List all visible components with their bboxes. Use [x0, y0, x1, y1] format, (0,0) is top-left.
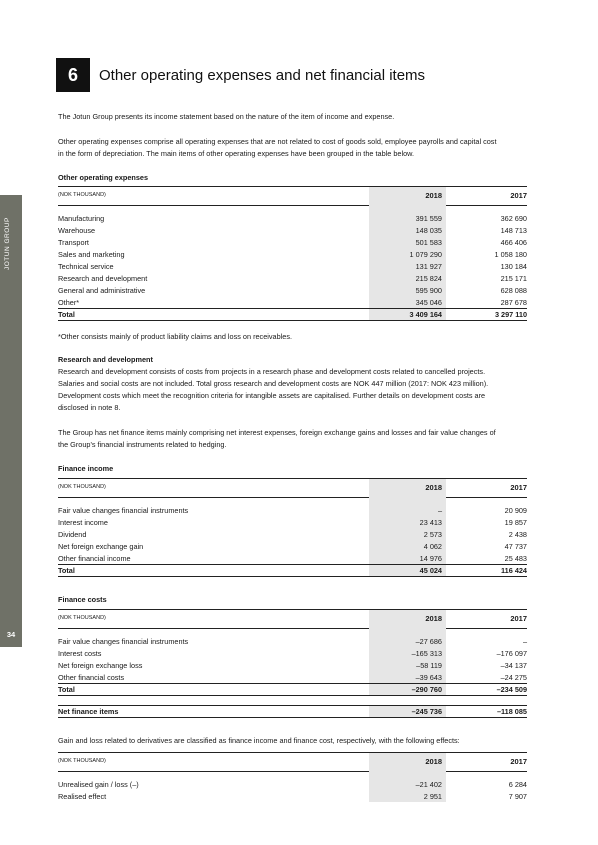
row-label: Warehouse — [58, 226, 96, 235]
table-derivatives — [58, 752, 527, 802]
year-2017: 2017 — [510, 191, 527, 200]
table-row — [58, 778, 527, 790]
unit-label: (NOK THOUSAND) — [58, 192, 106, 198]
value-2017: 7 907 — [508, 792, 527, 801]
table2-body — [58, 498, 527, 577]
value-2018: 2 951 — [423, 792, 442, 801]
rd-line1: Research and development consists of costs from projects in a research phase and development costs related to cancelled projects. — [58, 367, 486, 376]
value-2018: –21 402 — [415, 780, 442, 789]
unit-label: (NOK THOUSAND) — [58, 484, 106, 490]
row-label: Net foreign exchange loss — [58, 661, 143, 670]
rd-line2: Salaries and social costs are not included. Total gross research and development costs are NOK 447 million (2017: NOK 423 million). — [58, 379, 489, 388]
net-finance-items — [58, 705, 527, 718]
page-title: Other operating expenses and net financial items — [99, 67, 426, 84]
side-label: JOTUN GROUP — [4, 217, 11, 270]
row-label: Realised effect — [58, 792, 107, 801]
value-2017: 47 737 — [504, 542, 527, 551]
value-2018: –27 686 — [415, 637, 442, 646]
value-2017: 25 483 — [504, 554, 527, 563]
finance-intro-line1: The Group has net finance items mainly comprising net interest expenses, foreign exchange gains and losses and fair value changes of — [58, 428, 496, 437]
table-row — [58, 236, 527, 248]
row-label: Other financial income — [58, 554, 131, 563]
value-2017: 2 438 — [508, 530, 527, 539]
rd-line3: Development costs which meet the recognition criteria for intangible assets are capitalised. Further details on development costs are — [58, 391, 486, 400]
value-2018: 595 900 — [415, 286, 442, 295]
table-header — [58, 478, 527, 498]
row-label: Transport — [58, 238, 89, 247]
table-row — [58, 552, 527, 564]
row-label: Technical service — [58, 262, 114, 271]
value-2017: 148 713 — [500, 226, 527, 235]
row-label: Interest income — [58, 518, 108, 527]
row-label: Other* — [58, 298, 80, 307]
row-label: General and administrative — [58, 286, 146, 295]
table-other-operating-expenses — [58, 186, 527, 321]
row-label: Net foreign exchange gain — [58, 542, 144, 551]
value-2018: –58 119 — [416, 661, 442, 670]
value-2018: 14 976 — [419, 554, 442, 563]
table1-body — [58, 206, 527, 321]
total-2018: 3 409 164 — [409, 310, 442, 319]
table3-title: Finance costs — [58, 595, 107, 604]
value-2017: 19 857 — [504, 518, 527, 527]
para1-line2: in the form of depreciation. The main items of other operating expenses have been grouped in the table below. — [58, 149, 415, 158]
value-2017: 6 284 — [508, 780, 527, 789]
row-label: Sales and marketing — [58, 250, 125, 259]
value-2018: 215 824 — [415, 274, 442, 283]
value-2018: 391 559 — [415, 214, 442, 223]
table-row — [58, 248, 527, 260]
intro-text: The Jotun Group presents its income statement based on the nature of the item of income and expense. — [58, 112, 395, 121]
total-label: Total — [58, 566, 75, 575]
table-row — [58, 260, 527, 272]
value-2017: 215 171 — [500, 274, 527, 283]
table-row — [58, 212, 527, 224]
value-2018: 148 035 — [415, 226, 442, 235]
value-2017: 1 058 180 — [494, 250, 527, 259]
table-row — [58, 528, 527, 540]
total-row — [58, 683, 527, 696]
table-row — [58, 272, 527, 284]
page-number: 34 — [6, 630, 16, 639]
year-2017: 2017 — [510, 483, 527, 492]
value-2018: 23 413 — [419, 518, 442, 527]
value-2018: 131 927 — [415, 262, 442, 271]
net-2018: –245 736 — [411, 707, 442, 716]
table-header — [58, 609, 527, 629]
value-2018: –39 643 — [415, 673, 442, 682]
table-row — [58, 516, 527, 528]
value-2017: 130 184 — [500, 262, 527, 271]
row-label: Research and development — [58, 274, 148, 283]
value-2018: 501 583 — [415, 238, 442, 247]
para1-line1: Other operating expenses comprise all operating expenses that are not related to cost of goods sold, employee payrolls and capital cost — [58, 137, 497, 146]
net-finance-row — [58, 705, 527, 718]
table-row — [58, 671, 527, 683]
table-row — [58, 659, 527, 671]
total-2018: 45 024 — [419, 566, 442, 575]
value-2018: 1 079 290 — [409, 250, 442, 259]
total-row — [58, 308, 527, 321]
table-row — [58, 504, 527, 516]
total-label: Total — [58, 310, 75, 319]
table-header — [58, 186, 527, 206]
total-row — [58, 564, 527, 577]
value-2017: –24 275 — [500, 673, 527, 682]
value-2018: 345 046 — [415, 298, 442, 307]
row-label: Manufacturing — [58, 214, 105, 223]
table-row — [58, 635, 527, 647]
table-row — [58, 790, 527, 802]
value-2017: –34 137 — [500, 661, 527, 670]
deriv-intro: Gain and loss related to derivatives are classified as finance income and finance cost, respectively, with the following effects: — [58, 736, 460, 745]
row-label: Other financial costs — [58, 673, 125, 682]
total-2017: 3 297 110 — [494, 310, 527, 319]
table2-title: Finance income — [58, 464, 114, 473]
unit-label: (NOK THOUSAND) — [58, 615, 106, 621]
total-2017: 116 424 — [501, 566, 527, 575]
value-2018: 2 573 — [423, 530, 442, 539]
year-2017: 2017 — [510, 614, 527, 623]
table-finance-income — [58, 478, 527, 577]
table3-body — [58, 629, 527, 696]
value-2017: 466 406 — [500, 238, 527, 247]
table-header — [58, 752, 527, 772]
table-finance-costs — [58, 609, 527, 696]
total-2017: –234 509 — [496, 685, 527, 694]
unit-label: (NOK THOUSAND) — [58, 758, 106, 764]
row-label: Interest costs — [58, 649, 102, 658]
row-label: Unrealised gain / loss (–) — [58, 780, 139, 789]
total-2018: –290 760 — [411, 685, 442, 694]
total-label: Total — [58, 685, 75, 694]
note-number: 6 — [56, 58, 90, 92]
footnote: *Other consists mainly of product liability claims and loss on receivables. — [58, 332, 293, 341]
year-2018: 2018 — [425, 614, 442, 623]
table4-body — [58, 772, 527, 802]
value-2018: –165 313 — [411, 649, 442, 658]
value-2017: –176 097 — [496, 649, 527, 658]
value-2017: – — [522, 637, 527, 646]
year-2018: 2018 — [425, 483, 442, 492]
row-label: Fair value changes financial instruments — [58, 637, 189, 646]
table-row — [58, 284, 527, 296]
year-2018: 2018 — [425, 757, 442, 766]
rd-line4: disclosed in note 8. — [58, 403, 121, 412]
finance-intro-line2: the Group's financial instruments related to hedging. — [58, 440, 227, 449]
value-2017: 628 088 — [500, 286, 527, 295]
year-2018: 2018 — [425, 191, 442, 200]
value-2017: 362 690 — [500, 214, 527, 223]
value-2018: 4 062 — [423, 542, 442, 551]
value-2017: 287 678 — [500, 298, 527, 307]
row-label: Fair value changes financial instruments — [58, 506, 189, 515]
table1-title: Other operating expenses — [58, 173, 149, 182]
table-row — [58, 296, 527, 308]
table-row — [58, 540, 527, 552]
net-2017: –118 085 — [496, 707, 527, 716]
net-label: Net finance items — [58, 707, 119, 716]
table-row — [58, 224, 527, 236]
value-2017: 20 909 — [504, 506, 527, 515]
rd-title: Research and development — [58, 355, 153, 364]
value-2018: – — [437, 506, 442, 515]
row-label: Dividend — [58, 530, 87, 539]
year-2017: 2017 — [510, 757, 527, 766]
table-row — [58, 647, 527, 659]
